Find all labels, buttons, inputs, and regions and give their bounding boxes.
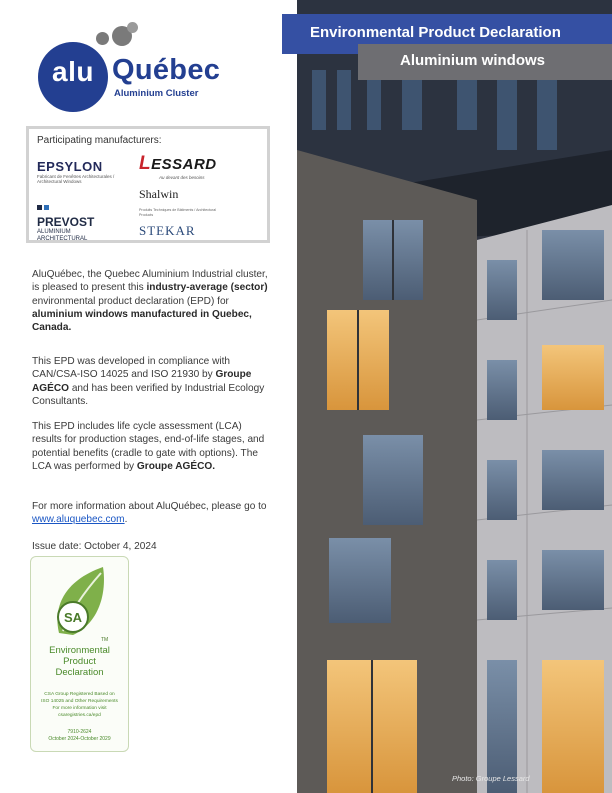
aluquebec-logo [38,20,248,102]
shalwin-logo [139,187,229,218]
csa-epd-badge [30,556,129,752]
shalwin-tag: Produits Techniques de Bâtiments / Architectural Products [139,208,217,217]
epsylon-logo [37,159,115,184]
lessard-tag: Au devant des besoins [159,175,205,180]
svg-text:SA: SA [63,610,83,625]
manufacturers-box [26,126,270,243]
prevost-logo [37,197,94,243]
stekar-name: STEKAR [139,223,196,238]
website-link[interactable]: www.aluquebec.com [32,514,125,526]
logo-dot [127,22,138,33]
photo-credit: Photo: Groupe Lessard [452,774,530,783]
more-info-paragraph: For more information about AluQuébec, please go to www.aluquebec.com. [32,501,267,526]
prevost-name: PREVOST [37,215,95,229]
leaf-icon [51,563,109,643]
shalwin-name: Shalwin [139,187,179,201]
badge-epd-title: Environmental Product Declaration [49,645,110,678]
intro-paragraph: AluQuébec, the Quebec Aluminium Industrial cluster, is pleased to present this industry-average (sector) environmental product declaration (EPD) for aluminium windows manufactured in Quebec, Canada. [32,269,268,334]
lca-paragraph: This EPD includes life cycle assessment (LCA) results for production stages, end-of-life stages, and potential benefits (cradle to gate with options). The LCA was performed by Groupe AGÉCO. [32,421,265,472]
epsylon-name: EPSYLON [37,159,103,174]
badge-trademark: TM [101,637,109,643]
product-subtitle-banner: Aluminium windows [358,44,612,80]
stekar-logo [139,223,196,239]
logo-quebec-text: Québec [112,54,221,86]
prevost-line2: ARCHITECTURAL [37,236,88,242]
badge-registration-info: CSA Group Registered Based on ISO 14025 and Other Requirements For more information visit csaregistries.ca/epd [41,692,118,718]
manufacturers-heading: Participating manufacturers: [37,135,162,146]
epd-title-banner: Environmental Product Declaration [282,14,612,54]
logo-dot [96,32,109,45]
building-photo [297,0,612,793]
prevost-line1: ALUMINIUM [37,229,71,235]
logo-alu-text: alu [52,56,94,87]
compliance-paragraph: This EPD was developed in compliance with CAN/CSA-ISO 14025 and ISO 21930 by Groupe AGÉCO and has been verified by Industrial Ecology Consultants. [32,356,265,407]
epsylon-tag: Fabricant de Fenêtres Architecturales / Architectural Windows [37,174,115,184]
lessard-name: ESSARD [151,156,217,173]
logo-tagline: Aluminium Cluster [114,88,199,99]
issue-date: Issue date: October 4, 2024 [32,541,157,552]
lessard-logo [139,153,217,180]
lessard-initial: L [139,153,152,174]
badge-registration-number: 7910-2624 October 2024-October 2029 [48,729,111,742]
